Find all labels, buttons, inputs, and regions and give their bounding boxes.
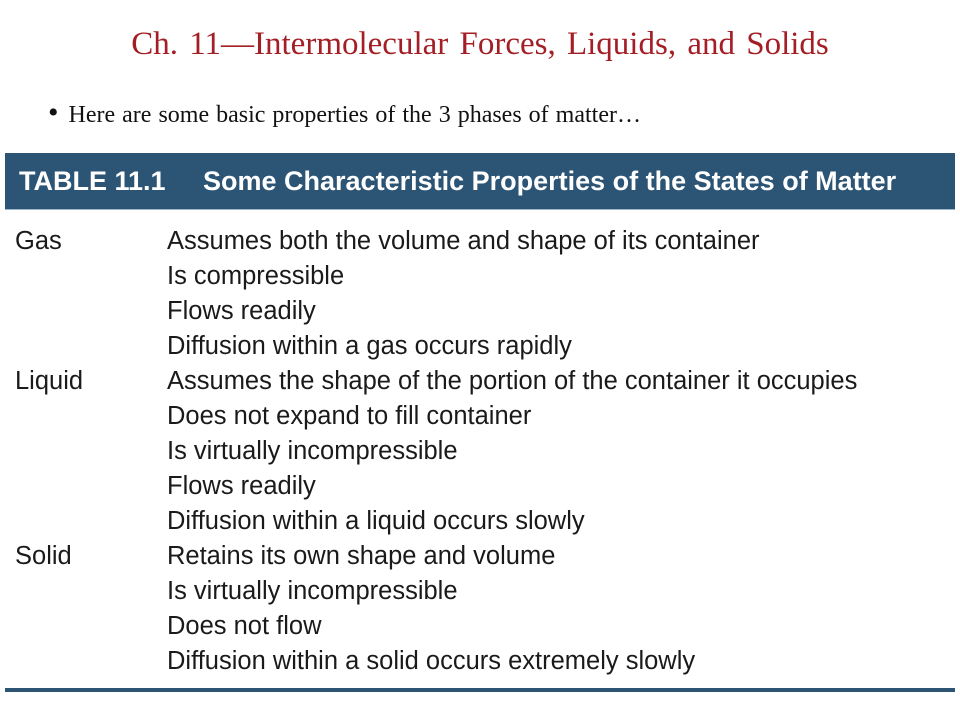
property-item: Assumes the shape of the portion of the container it occupies [167, 367, 858, 395]
state-name: Solid [15, 542, 72, 570]
slide-title: Ch. 11—Intermolecular Forces, Liquids, and Solids [131, 26, 829, 62]
property-item: Is compressible [167, 262, 345, 290]
property-list [167, 224, 955, 364]
property-item: Retains its own shape and volume [167, 542, 556, 570]
table-label: TABLE 11.1 [19, 165, 166, 196]
property-item: Does not flow [167, 612, 322, 640]
properties-table [5, 153, 955, 679]
state-row-gas [5, 224, 955, 364]
property-item: Diffusion within a solid occurs extremely slowly [167, 647, 696, 675]
state-row-liquid [5, 364, 955, 539]
bullet-icon: • [48, 96, 59, 129]
state-row-solid [5, 539, 955, 679]
bullet-text: Here are some basic properties of the 3 phases of matter… [68, 102, 641, 128]
property-item: Flows readily [167, 297, 316, 325]
property-list [167, 364, 955, 539]
property-item: Diffusion within a gas occurs rapidly [167, 332, 572, 360]
property-item: Is virtually incompressible [167, 437, 458, 465]
state-name: Liquid [15, 367, 84, 395]
property-item: Assumes both the volume and shape of its container [167, 227, 760, 255]
table-header [5, 153, 955, 210]
property-item: Diffusion within a liquid occurs slowly [167, 507, 585, 535]
table-caption: Some Characteristic Properties of the States of Matter [203, 165, 897, 196]
table-bottom-rule [5, 688, 955, 692]
table-body [5, 210, 955, 679]
property-item: Does not expand to fill container [167, 402, 532, 430]
property-list [167, 539, 955, 679]
bullet-point [48, 98, 641, 129]
state-name: Gas [15, 227, 62, 255]
property-item: Flows readily [167, 472, 316, 500]
property-item: Is virtually incompressible [167, 577, 458, 605]
